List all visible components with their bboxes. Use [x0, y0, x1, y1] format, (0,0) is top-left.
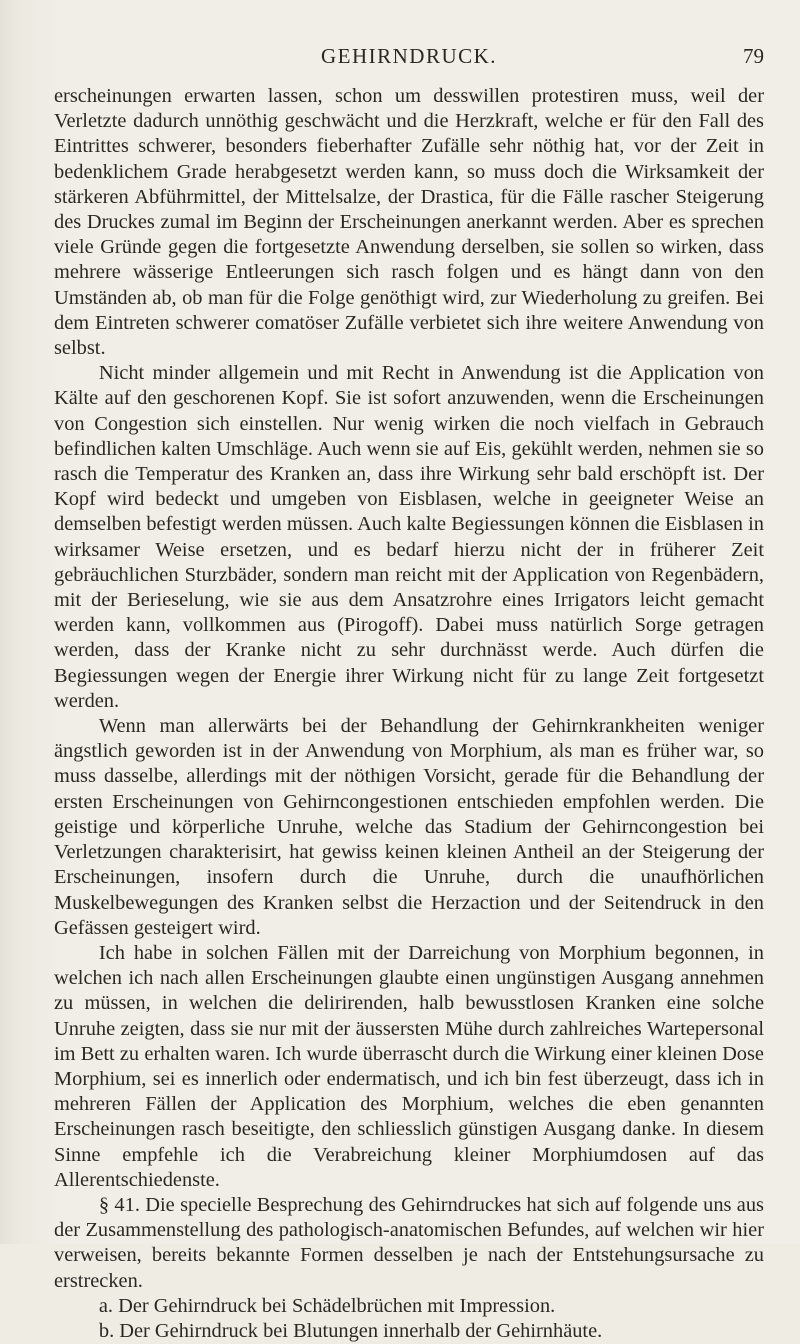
list-item-a: a. Der Gehirndruck bei Schädelbrüchen mit Impression. [98, 1294, 556, 1317]
page-header [54, 44, 764, 70]
body-text [54, 84, 764, 1344]
paragraph-morphium: Wenn man allerwärts bei der Behandlung der Gehirnkrankheiten weniger ängstlich geworden ist in der Anwendung von Morphium, als man es früher war, so muss dasselbe, allerdings mit der nöthigen Vorsicht, gerade für die Behandlung der ersten Erscheinungen von Gehirncongestionen entschieden empfohlen werden. Die geistige und körperliche Unruhe, welche das Stadium der Gehirncongestion bei Verletzungen charakterisirt, hat gewiss keinen kleinen Antheil an der Steigerung der Erscheinungen, insofern durch die Unruhe, durch die unaufhörlichen Muskelbewegungen des Kranken selbst die Herzaction und der Seitendruck in den Gefässen gesteigert wird. [54, 715, 764, 939]
page-number: 79 [743, 44, 764, 68]
list-item-b: b. Der Gehirndruck bei Blutungen innerhalb der Gehirnhäute. [98, 1319, 603, 1342]
section-41-paragraph: § 41. Die specielle Besprechung des Gehirndruckes hat sich auf folgende uns aus der Zusammenstellung des pathologisch-anatomischen Befundes, auf welchen wir hier verweisen, bereits bekannte Formen desselben je nach der Entstehungsursache zu erstrecken. [54, 1193, 764, 1292]
running-head: GEHIRNDRUCK. [320, 44, 498, 68]
paragraph-continuation: erscheinungen erwarten lassen, schon um desswillen protestiren muss, weil der Verletzte dadurch unnöthig geschwächt und die Herzkraft, welche er für den Fall des Eintrittes schwerer, besonders fieberhafter Zufälle sehr nöthig hat, vor der Zeit in bedenklichem Grade herabgesetzt werden kann, so muss doch die Wirksamkeit der stärkeren Abführmittel, der Mittelsalze, der Drastica, für die Fälle rascher Steigerung des Druckes zumal im Beginn der Erscheinungen anerkannt werden. Aber es sprechen viele Gründe gegen die fortgesetzte Anwendung derselben, sie sollen so wirken, dass mehrere wässerige Entleerungen sich rasch folgen und es hängt dann von den Umständen ab, ob man für die Folge genöthigt wird, zur Wiederholung zu greifen. Bei dem Eintreten schwerer comatöser Zufälle verbietet sich ihre weitere Anwendung von selbst. [54, 85, 764, 360]
paragraph-experience: Ich habe in solchen Fällen mit der Darreichung von Morphium begonnen, in welchen ich nach allen Erscheinungen glaubte einen ungünstigen Ausgang annehmen zu müssen, in welchen die delirirenden, halb bewusstlosen Kranken eine solche Unruhe zeigten, dass sie nur mit der äussersten Mühe durch zahlreiches Wartepersonal im Bett zu erhalten waren. Ich wurde überrascht durch die Wirkung einer kleinen Dose Morphium, sei es innerlich oder endermatisch, und ich bin fest überzeugt, dass ich in mehreren Fällen der Application des Morphium, welches die eben genannten Erscheinungen rasch beseitigte, den schliesslich günstigen Ausgang danke. In diesem Sinne empfehle ich die Verabreichung kleiner Morphiumdosen auf das Allerentschiedenste. [54, 941, 764, 1191]
paragraph-cold-application: Nicht minder allgemein und mit Recht in Anwendung ist die Application von Kälte auf den geschorenen Kopf. Sie ist sofort anzuwenden, wenn die Erscheinungen von Congestion sich einstellen. Nur wenig wirken die noch vielfach in Gebrauch befindlichen kalten Umschläge. Auch wenn sie auf Eis, gekühlt werden, nehmen sie so rasch die Temperatur des Kranken an, dass ihre Wirkung sehr bald erschöpft ist. Der Kopf wird bedeckt und umgeben von Eisblasen, welche in geeigneter Weise an demselben befestigt werden müssen. Auch kalte Begiessungen können die Eisblasen in wirksamer Weise ersetzen, und es bedarf hierzu nicht der in früherer Zeit gebräuchlichen Sturzbäder, sondern man reicht mit der Application von Regenbädern, mit der Berieselung, wie sie aus dem Ansatzrohre eines Irrigators leicht gemacht werden kann, vollkommen aus (Pirogoff). Dabei muss natürlich Sorge getragen werden, dass der Kranke nicht zu sehr durchnässt werde. Auch dürfen die Begiessungen wegen der Energie ihrer Wirkung nicht für zu lange Zeit fortgesetzt werden. [54, 362, 764, 712]
